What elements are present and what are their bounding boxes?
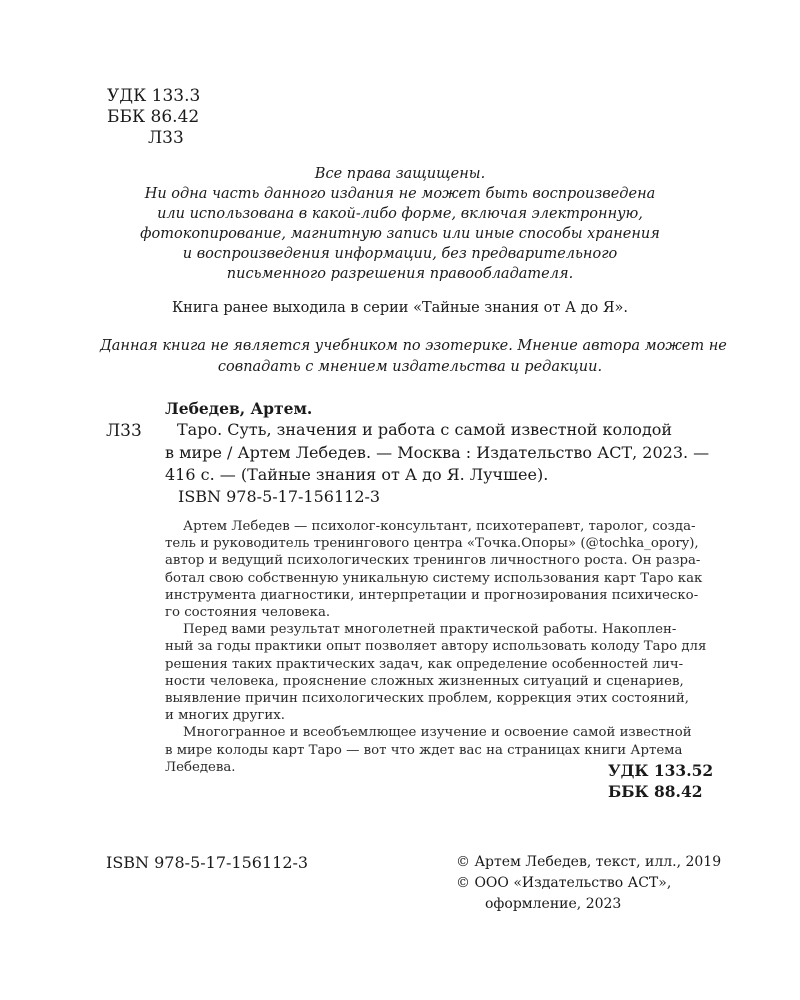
rights-line: фотокопирование, магнитную запись или иные способы хранения: [140, 226, 660, 242]
copyright-line: оформление, 2023: [485, 896, 622, 912]
rights-notice: [100, 164, 700, 284]
copyright-line: © ООО «Издательство АСТ»,: [456, 875, 672, 891]
bibliographic-description: [165, 419, 715, 487]
annotation-line: и многих других.: [165, 708, 285, 724]
rights-line: письменного разрешения правообладателя.: [226, 266, 574, 282]
rights-line: и воспроизведения информации, без предварительного: [182, 246, 618, 262]
annotation-line: ности человека, прояснение сложных жизненных ситуаций и сценариев,: [165, 673, 684, 689]
bib-author-mark: Л33: [106, 421, 142, 441]
bib-line: Таро. Суть, значения и работа с самой известной колодой: [177, 420, 673, 439]
annotation-line: Многогранное и всеобъемлющее изучение и освоение самой известной: [183, 725, 692, 741]
annotation-line: инструмента диагностики, интерпретации и прогнозирования психическо-: [165, 587, 699, 603]
annotation-line: Артем Лебедев — психолог-консультант, психотерапевт, таролог, созда-: [183, 519, 696, 534]
disclaimer-line: совпадать с мнением издательства и редакции.: [217, 359, 603, 375]
series-note: Книга ранее выходила в серии «Тайные знания от А до Я».: [171, 300, 629, 316]
annotation-line: ботал свою собственную уникальную систему использования карт Таро как: [165, 570, 703, 586]
copyright-line: © Артем Лебедев, текст, илл., 2019: [456, 854, 722, 870]
bib-line: 416 с. — (Тайные знания от А до Я. Лучшее).: [165, 465, 549, 484]
annotation-line: го состояния человека.: [165, 605, 331, 621]
annotation-line: автор и ведущий психологических тренингов личностного роста. Он разра-: [165, 553, 701, 569]
bbk-code: ББК 86.42: [107, 107, 200, 127]
final-udk-code: УДК 133.52: [608, 761, 714, 780]
annotation-line: решения таких практических задач, как определение особенностей лич-: [165, 656, 684, 672]
annotation-line: Перед вами результат многолетней практической работы. Накоплен-: [183, 622, 677, 638]
annotation-line: Лебедева.: [165, 759, 236, 775]
final-classification: [608, 760, 713, 802]
bib-line: в мире / Артем Лебедев. — Москва : Издательство АСТ, 2023. —: [165, 442, 710, 462]
copyright-block: [456, 852, 721, 915]
annotation: [165, 518, 717, 776]
final-bbk-code: ББК 88.42: [608, 782, 703, 801]
disclaimer: [100, 336, 727, 378]
bib-isbn: ISBN 978-5-17-156112-3: [178, 487, 381, 506]
annotation-line: тель и руководитель тренингового центра «Точка.Опоры» (@tochka_opory),: [165, 536, 699, 552]
classification-codes: [107, 86, 200, 149]
udk-code: УДК 133.3: [107, 86, 201, 106]
footer-isbn: ISBN 978-5-17-156112-3: [106, 853, 309, 872]
author-heading: Лебедев, Артем.: [165, 399, 313, 418]
annotation-line: ный за годы практики опыт позволяет автору использовать колоду Таро для: [165, 639, 707, 655]
rights-line: Ни одна часть данного издания не может быть воспроизведена: [144, 186, 656, 202]
annotation-line: выявление причин психологических проблем, коррекция этих состояний,: [165, 691, 689, 707]
annotation-line: в мире колоды карт Таро — вот что ждет вас на страницах книги Артема: [165, 742, 683, 758]
rights-line: Все права защищены.: [314, 166, 486, 182]
disclaimer-line: Данная книга не является учебником по эзотерике. Мнение автора может не: [100, 338, 727, 354]
rights-line: или использована в какой-либо форме, включая электронную,: [157, 206, 643, 222]
author-mark: Л33: [148, 128, 184, 148]
